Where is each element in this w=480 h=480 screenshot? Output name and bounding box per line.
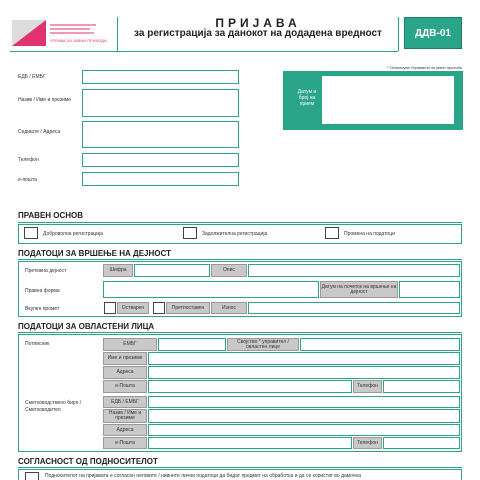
start-date-label: Датум на почеток на вршење на дејност [320,281,398,298]
logo-text: УПРАВА ЗА ЈАВНИ ПРИХОДИ [50,38,107,43]
accounting-phone-field[interactable] [383,437,460,449]
mandatory-checkbox[interactable] [183,227,197,239]
amount-field[interactable] [248,302,460,314]
phone-label: Телефон [18,157,39,163]
embg-label: ЕМБГ [103,338,157,351]
address-label: Седиште / Адреса [18,129,61,135]
voluntary-label: Доброволна регистрација [43,231,103,237]
address-field[interactable] [82,121,239,148]
expected-label: Претпоставен [166,302,210,314]
capacity-field[interactable] [300,338,460,351]
realized-label: Остварен [117,302,149,314]
main-activity-label: Претежна дејност [25,268,67,274]
stamp-field[interactable] [322,76,454,124]
consent-title: СОГЛАСНОСТ ОД ПОДНОСИТЕЛОТ [18,457,158,466]
accounting-label: Сметководствено биро / Сметководител [25,400,82,413]
legal-form-label: Правна форма [25,288,60,294]
accounting-name-field[interactable] [148,409,460,423]
consent-checkbox[interactable] [25,472,39,480]
accounting-name-label: Назив / Име и презиме [103,409,147,423]
name-field[interactable] [82,89,239,117]
accounting-address-field[interactable] [148,424,460,436]
desc-field[interactable] [248,264,460,277]
authorized-title: ПОДАТОЦИ ЗА ОВЛАСТЕНИ ЛИЦА [18,322,155,331]
accounting-address-label: Адреса [103,424,147,436]
email-field[interactable] [82,172,239,186]
desc-label: Опис [211,264,247,277]
accounting-edb-label: ЕДБ / ЕМБГ [103,396,147,408]
logo-mark-icon [12,20,48,48]
realized-checkbox[interactable] [104,302,116,314]
phone-field[interactable] [82,153,239,167]
activity-title: ПОДАТОЦИ ЗА ВРШЕЊЕ НА ДЕЈНОСТ [18,249,171,258]
accounting-phone-label: Телефон [353,437,382,449]
accounting-email-label: е-Пошта [103,437,147,449]
signatory-phone-field[interactable] [383,380,460,393]
start-date-field[interactable] [399,281,460,298]
signatory-address-label: Адреса [103,366,147,379]
legal-basis-title: ПРАВЕН ОСНОВ [18,211,84,220]
code-field[interactable] [134,264,210,277]
code-label: Шифра [103,264,133,277]
form-code: ДДВ-01 [415,27,451,39]
voluntary-checkbox[interactable] [24,227,38,239]
turnover-label: Вкупен промет [25,306,60,312]
signatory-email-field[interactable] [148,380,352,393]
edb-label: ЕДБ / ЕМБГ [18,74,46,80]
email-label: е-пошта [18,177,37,183]
signatory-name-field[interactable] [148,352,460,365]
accounting-edb-field[interactable] [148,396,460,408]
expected-checkbox[interactable] [153,302,165,314]
form-subtitle: за регистрација за данокот на додадена вредност [134,28,382,39]
edb-field[interactable] [82,70,239,84]
change-label: Промена на податоци [344,231,395,237]
signatory-address-field[interactable] [148,366,460,379]
capacity-label: Својство * управител / овластен лице [227,338,299,351]
signatory-email-label: е-Пошта [103,380,147,393]
logo [10,18,114,50]
name-label: Назив / Име и презиме [18,97,72,103]
embg-field[interactable] [158,338,226,351]
amount-label: Износ [211,302,247,314]
mandatory-label: Задолжителна регистрација [202,231,268,237]
legal-form-field[interactable] [103,281,319,298]
form-title: ПРИЈАВА [215,16,301,30]
consent-text: Подносителот на пријавата е согласен неговите / нивните лични податоци да бидат предмет на обработка и да се користат во дамочна [45,473,362,479]
stamp-box [283,71,463,130]
stamp-label: Датум и број на прием [297,89,317,107]
signatory-name-label: Име и презиме [103,352,147,365]
office-note: * Пополнува Управата за јавни приходи [386,65,462,70]
change-checkbox[interactable] [325,227,339,239]
signatory-label: Потписник [25,341,50,347]
accounting-email-field[interactable] [148,437,352,449]
signatory-phone-label: Телефон [353,380,382,393]
form-code-badge [404,17,462,49]
